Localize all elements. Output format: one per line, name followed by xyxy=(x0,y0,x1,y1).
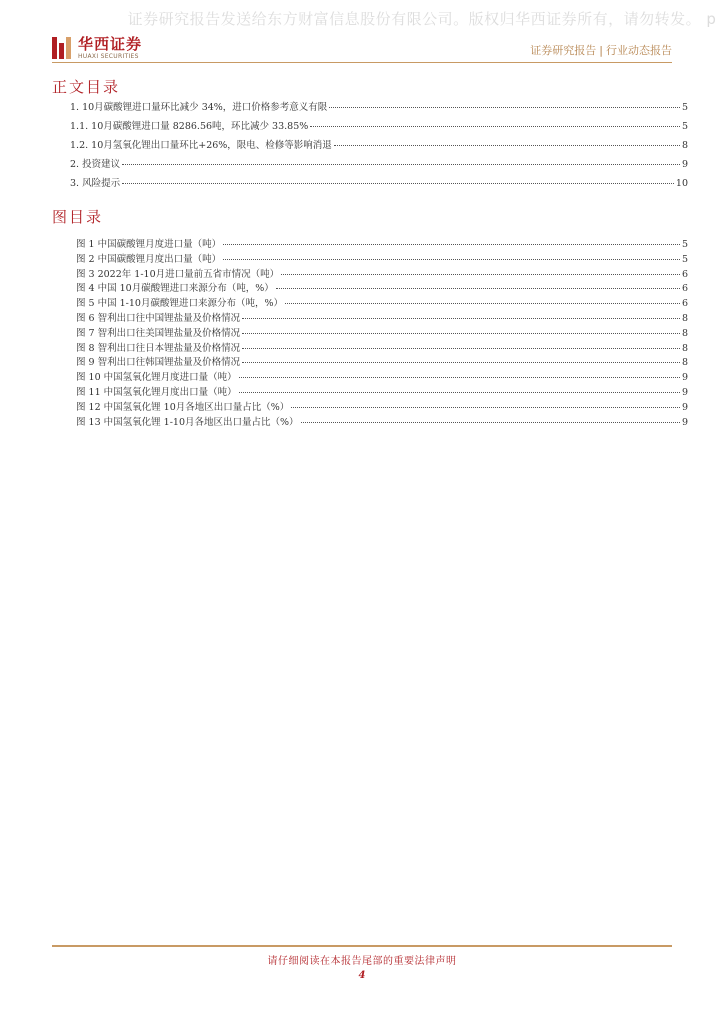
header-divider xyxy=(52,62,672,63)
toc-entry-page: 6 xyxy=(681,298,688,310)
toc-entry[interactable] xyxy=(76,251,688,265)
toc-entry[interactable] xyxy=(76,384,688,398)
dot-leader xyxy=(291,407,680,408)
toc-entry-page: 6 xyxy=(681,283,688,295)
toc-entry[interactable] xyxy=(76,369,688,383)
toc-entry[interactable] xyxy=(70,118,688,132)
dot-leader xyxy=(276,288,680,289)
toc-entry-page: 5 xyxy=(681,121,688,132)
toc-entry[interactable] xyxy=(76,354,688,368)
toc-entry-label: 图 3 2022年 1-10月进口量前五省市情况（吨） xyxy=(76,268,280,280)
toc-entry-label: 图 6 智利出口往中国锂盐量及价格情况 xyxy=(76,313,241,324)
toc-entry[interactable] xyxy=(70,99,688,113)
toc-entry-label: 图 12 中国氢氧化锂 10月各地区出口量占比（%） xyxy=(76,401,290,413)
toc-entry-page: 8 xyxy=(681,313,688,324)
toc-entry-label: 3. 风险提示 xyxy=(70,178,121,189)
dot-leader xyxy=(310,126,680,127)
toc-entry-label: 图 4 中国 10月碳酸锂进口来源分布（吨，%） xyxy=(76,283,274,295)
dot-leader xyxy=(223,259,680,260)
toc-entry-label: 图 11 中国氢氧化锂月度出口量（吨） xyxy=(76,387,237,398)
toc-entry-label: 图 2 中国碳酸锂月度出口量（吨） xyxy=(76,253,222,265)
logo-english-name: HUAXI SECURITIES xyxy=(78,52,139,60)
footer-divider xyxy=(52,945,672,947)
toc-entry-label: 1.2. 10月氢氧化锂出口量环比+26%，限电、检修等影响消退 xyxy=(70,140,332,151)
page-number: 4 xyxy=(358,970,366,981)
toc-entry[interactable] xyxy=(76,280,688,294)
toc-entry-page: 6 xyxy=(681,268,688,280)
dot-leader xyxy=(223,244,680,245)
toc-entry[interactable] xyxy=(76,310,688,324)
toc-entry-label: 2. 投资建议 xyxy=(70,159,121,170)
dot-leader xyxy=(242,333,680,334)
dot-leader xyxy=(334,145,680,146)
legal-notice: 请仔细阅读在本报告尾部的重要法律声明 xyxy=(267,956,457,967)
toc-entry[interactable] xyxy=(70,137,688,151)
toc-entry-page: 5 xyxy=(681,239,688,250)
toc-entry[interactable] xyxy=(76,325,688,339)
report-type: 证券研究报告 xyxy=(530,44,597,57)
dot-leader xyxy=(301,422,680,423)
toc-entry[interactable] xyxy=(76,399,688,413)
toc-entry-label: 1.1. 10月碳酸锂进口量 8286.56吨，环比减少 33.85% xyxy=(70,121,309,132)
toc-entry-page: 8 xyxy=(681,140,688,151)
dot-leader xyxy=(239,377,680,378)
toc-entry[interactable] xyxy=(76,414,688,428)
toc-entry-page: 9 xyxy=(681,387,688,398)
toc-entry[interactable] xyxy=(70,175,688,189)
toc-entry-page: 9 xyxy=(681,159,688,170)
toc-entry-page: 8 xyxy=(681,327,688,339)
toc-entry-label: 图 8 智利出口往日本锂盐量及价格情况 xyxy=(76,342,241,354)
dot-leader xyxy=(122,164,680,165)
dot-leader xyxy=(122,183,674,184)
toc-entry-page: 8 xyxy=(681,357,688,369)
dot-leader xyxy=(329,107,680,108)
report-type-label: 证券研究报告 | 行业动态报告 xyxy=(530,44,672,57)
dot-leader xyxy=(285,303,680,304)
toc-entry-label: 图 13 中国氢氧化锂 1-10月各地区出口量占比（%） xyxy=(76,416,299,428)
report-subtype: 行业动态报告 xyxy=(606,44,672,57)
logo-mark-icon xyxy=(52,37,72,59)
toc-entry-page: 9 xyxy=(681,416,688,428)
dot-leader xyxy=(239,392,680,393)
dot-leader xyxy=(281,274,680,275)
figure-toc-title: 图目录 xyxy=(52,208,104,226)
toc-entry-page: 8 xyxy=(681,342,688,354)
dot-leader xyxy=(242,318,680,319)
toc-entry[interactable] xyxy=(70,156,688,170)
toc-entry-label: 图 1 中国碳酸锂月度进口量（吨） xyxy=(76,239,222,250)
toc-entry-label: 1. 10月碳酸锂进口量环比减少 34%，进口价格参考意义有限 xyxy=(70,102,328,113)
company-logo xyxy=(52,36,142,60)
toc-entry-label: 图 9 智利出口往韩国锂盐量及价格情况 xyxy=(76,357,241,369)
logo-chinese-name: 华西证券 xyxy=(78,34,143,53)
toc-entry-label: 图 7 智利出口往美国锂盐量及价格情况 xyxy=(76,327,241,339)
toc-entry[interactable] xyxy=(76,340,688,354)
toc-entry-label: 图 5 中国 1-10月碳酸锂进口来源分布（吨，%） xyxy=(76,298,283,310)
dot-leader xyxy=(242,348,680,349)
toc-entry[interactable] xyxy=(76,295,688,309)
toc-entry[interactable] xyxy=(76,266,688,280)
toc-entry-page: 9 xyxy=(681,401,688,413)
toc-entry[interactable] xyxy=(76,236,688,250)
toc-entry-page: 5 xyxy=(681,253,688,265)
toc-entry-page: 9 xyxy=(681,372,688,384)
toc-entry-page: 5 xyxy=(681,102,688,113)
text-toc-title: 正文目录 xyxy=(52,78,121,96)
toc-entry-label: 图 10 中国氢氧化锂月度进口量（吨） xyxy=(76,372,237,384)
toc-entry-page: 10 xyxy=(675,178,688,189)
watermark: 证券研究报告发送给东方财富信息股份有限公司。版权归华西证券所有，请勿转发。 p xyxy=(127,10,717,28)
dot-leader xyxy=(242,362,680,363)
